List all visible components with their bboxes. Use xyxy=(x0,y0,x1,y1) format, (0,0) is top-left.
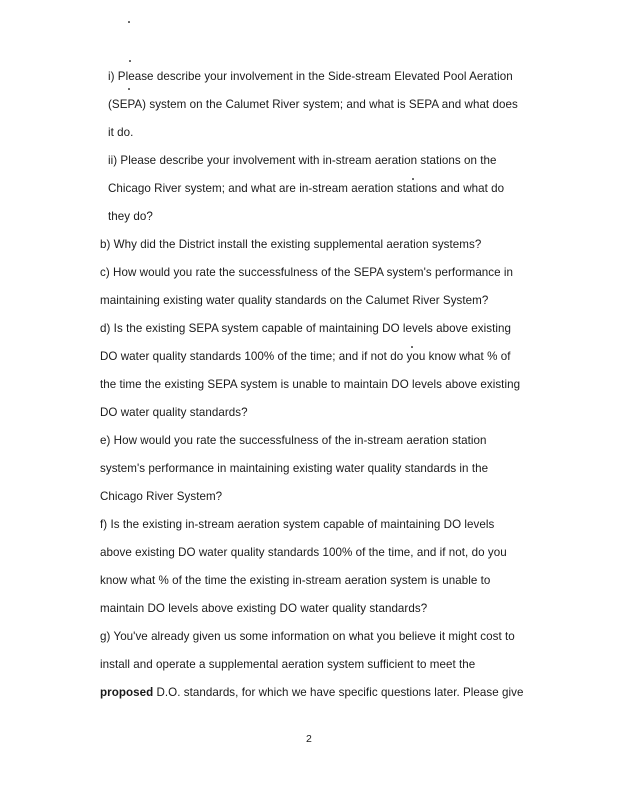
question-d-line-4: DO water quality standards? xyxy=(100,406,248,419)
question-a-i-line-2: (SEPA) system on the Calumet River system; and what is SEPA and what does xyxy=(108,98,518,111)
question-g-line-2: install and operate a supplemental aeration system sufficient to meet the xyxy=(100,658,476,671)
question-f-line-2: above existing DO water quality standards 100% of the time, and if not, do you xyxy=(100,546,507,559)
question-f-line-1: f) Is the existing in-stream aeration system capable of maintaining DO levels xyxy=(100,518,495,531)
question-c-line-2: maintaining existing water quality standards on the Calumet River System? xyxy=(100,294,489,307)
page-number: 2 xyxy=(306,733,312,745)
question-e-line-3: Chicago River System? xyxy=(100,490,223,503)
question-g-line-3 xyxy=(100,686,524,700)
question-a-i-line-1: i) Please describe your involvement in the Side-stream Elevated Pool Aeration xyxy=(108,70,513,83)
scan-speck xyxy=(128,88,130,90)
question-d-line-1: d) Is the existing SEPA system capable of maintaining DO levels above existing xyxy=(100,322,511,335)
question-d-line-2: DO water quality standards 100% of the time; and if not do you know what % of xyxy=(100,350,511,363)
emphasis-proposed: proposed xyxy=(100,686,154,699)
question-a-i-line-3: it do. xyxy=(108,126,134,139)
question-g-line-3-rest: D.O. standards, for which we have specific questions later. Please give xyxy=(153,686,524,699)
scan-speck xyxy=(412,178,414,180)
question-b-line-1: b) Why did the District install the existing supplemental aeration systems? xyxy=(100,238,482,251)
question-g-line-1: g) You've already given us some information on what you believe it might cost to xyxy=(100,630,515,643)
question-e-line-1: e) How would you rate the successfulness of the in-stream aeration station xyxy=(100,434,487,447)
question-a-ii-line-1: ii) Please describe your involvement with in-stream aeration stations on the xyxy=(108,154,497,167)
scan-speck xyxy=(129,60,131,62)
question-d-line-3: the time the existing SEPA system is unable to maintain DO levels above existing xyxy=(100,378,521,391)
question-a-ii-line-2: Chicago River system; and what are in-stream aeration stations and what do xyxy=(108,182,505,195)
question-a-ii-line-3: they do? xyxy=(108,210,153,223)
question-c-line-1: c) How would you rate the successfulness of the SEPA system's performance in xyxy=(100,266,514,279)
scan-speck xyxy=(128,21,130,23)
question-e-line-2: system's performance in maintaining existing water quality standards in the xyxy=(100,462,489,475)
question-f-line-3: know what % of the time the existing in-stream aeration system is unable to xyxy=(100,574,491,587)
scan-speck xyxy=(411,346,413,348)
question-f-line-4: maintain DO levels above existing DO water quality standards? xyxy=(100,602,428,615)
